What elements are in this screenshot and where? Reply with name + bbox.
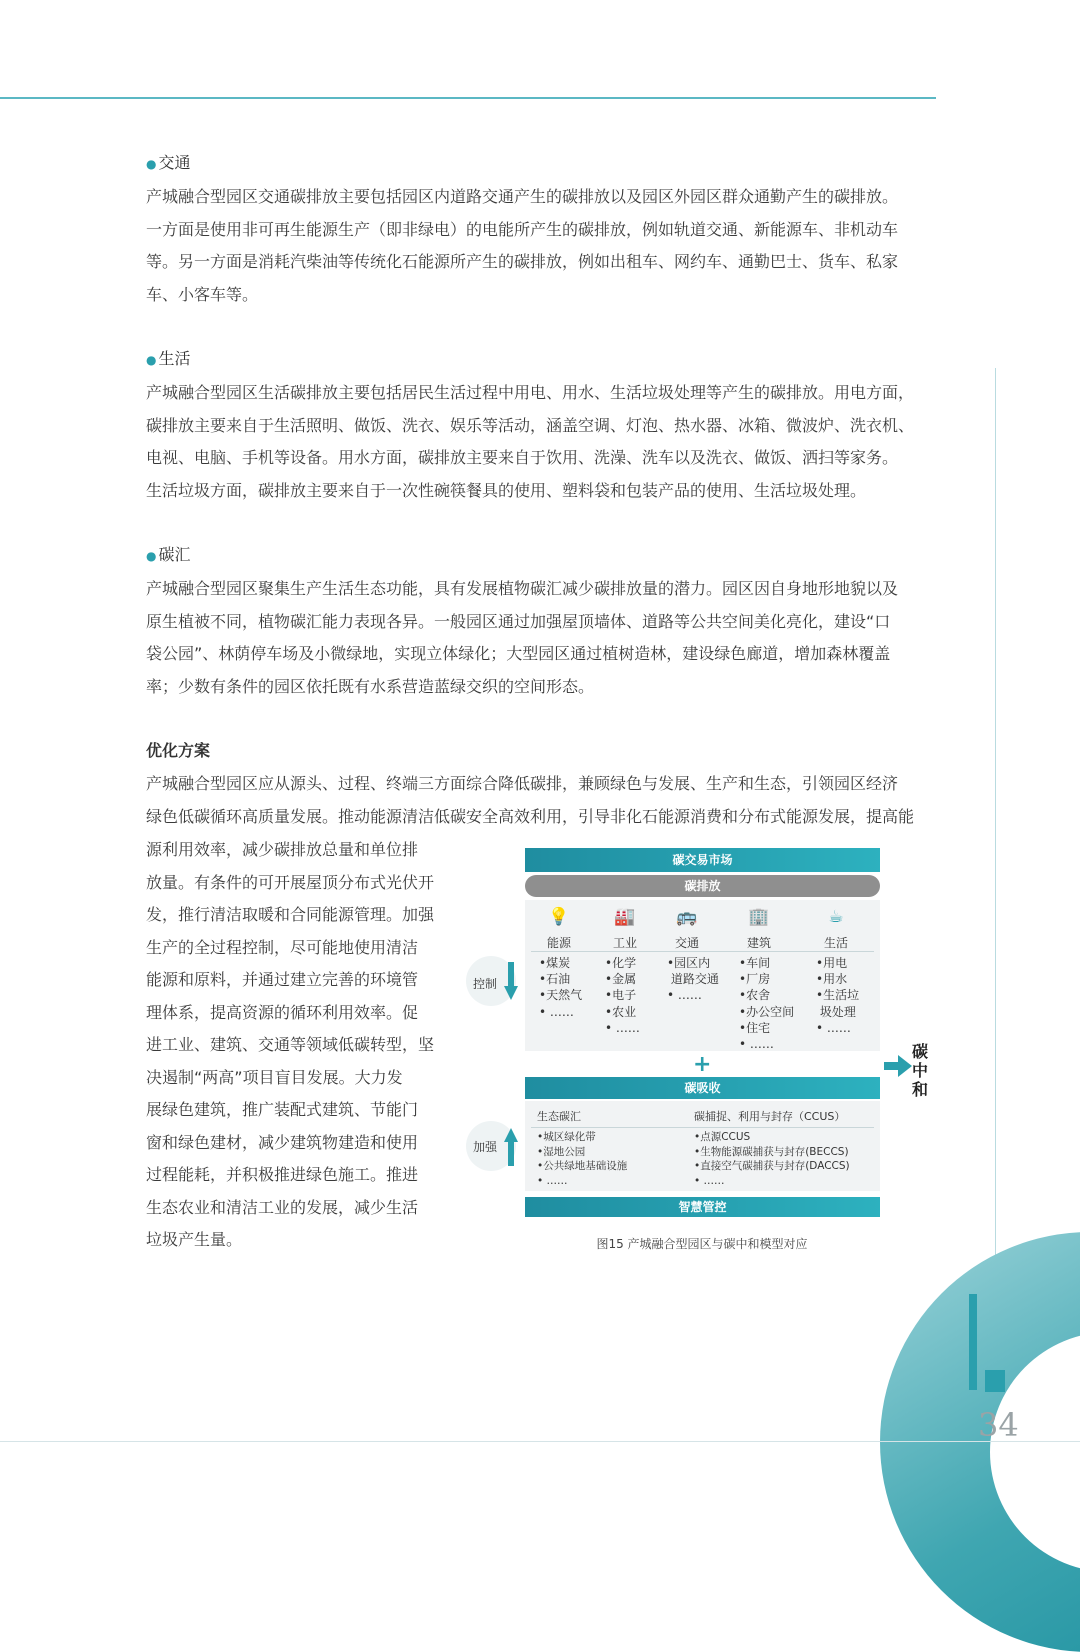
column-living — [802, 906, 870, 951]
plus-icon: + — [693, 1052, 712, 1077]
paragraph — [146, 377, 936, 507]
column-items: •化学 •金属 •电子 •农业 • …… — [605, 956, 640, 1035]
section-heading — [146, 152, 936, 175]
heading-text: 交通 — [158, 153, 191, 172]
text-line: 产城融合型园区聚集生产生活生态功能，具有发展植物碳汇减少碳排放量的潜力。园区因自身地形地貌以及 — [146, 579, 899, 598]
text-line: 展绿色建筑，推广装配式建筑、节能门 — [146, 1100, 419, 1119]
control-label: 控制 — [473, 977, 498, 991]
smart-control-bar: 智慧管控 — [525, 1197, 880, 1217]
text-line: 生产的全过程控制，尽可能地使用清洁 — [146, 937, 419, 957]
section-living — [146, 348, 936, 507]
text-line: 等。另一方面是消耗汽柴油等传统化石能源所产生的碳排放，例如出租车、网约车、通勤巴士、货车、私家 — [146, 252, 899, 271]
text-line: 垃圾产生量。 — [146, 1230, 243, 1249]
paragraph — [146, 768, 936, 833]
arrow-up-icon — [504, 1128, 518, 1166]
paragraph — [146, 573, 936, 703]
text-line: 生态农业和清洁工业的发展，减少生活 — [146, 1197, 419, 1217]
emission-panel — [525, 900, 880, 1051]
decorative-bar — [969, 1294, 977, 1390]
column-industry — [591, 906, 659, 951]
arrow-down-icon — [504, 962, 518, 1000]
bus-icon: 🚌 — [676, 907, 698, 927]
text-line: 袋公园”、林荫停车场及小微绿地，实现立体绿化；大型园区通过植树造林，建设绿色廊道，增加森林覆盖 — [146, 644, 891, 663]
paragraph-narrow — [146, 834, 438, 1257]
carbon-neutral-label: 碳中和 — [912, 1042, 929, 1099]
column-label: 交通 — [674, 936, 699, 950]
text-line: 一方面是使用非可再生能源生产（即非绿电）的电能所产生的碳排放，例如轨道交通、新能源车、非机动车 — [146, 219, 899, 239]
figure-caption: 图15 产城融合型园区与碳中和模型对应 — [596, 1237, 808, 1251]
divider — [531, 1127, 874, 1128]
heading-text: 碳汇 — [158, 545, 191, 564]
page-number: 34 — [978, 1406, 1019, 1444]
ccus-heading: 碳捕捉、利用与封存（CCUS） — [694, 1110, 846, 1123]
section-transport — [146, 152, 936, 311]
bullet-dot-icon: ● — [146, 549, 157, 563]
column-items: •车间 •厂房 •农舍 •办公空间 •住宅 • …… — [739, 956, 795, 1052]
text-line: 率；少数有条件的园区依托既有水系营造蓝绿交织的空间形态。 — [146, 676, 595, 696]
text-line: 决遏制“两高”项目盲目发展。大力发 — [146, 1067, 403, 1087]
decorative-square — [985, 1370, 1005, 1392]
arrow-right-icon — [884, 1055, 912, 1077]
margin-rule — [995, 368, 996, 1370]
paragraph — [146, 181, 936, 311]
text-line: 碳排放主要来自于生活照明、做饭、洗衣、娱乐等活动，涵盖空调、灯泡、热水器、冰箱、微波炉、洗衣机、 — [146, 415, 915, 435]
text-line: 产城融合型园区应从源头、过程、终端三方面综合降低碳排，兼顾绿色与发展、生产和生态，引领园区经济 — [146, 774, 899, 793]
heading-text: 生活 — [158, 349, 191, 368]
section-heading: 优化方案 — [146, 741, 211, 760]
building-icon: 🏢 — [748, 907, 770, 927]
text-line: 理体系，提高资源的循环利用效率。促 — [146, 1002, 419, 1022]
text-line: 车、小客车等。 — [146, 284, 259, 304]
text-line: 放量。有条件的可开展屋顶分布式光伏开 — [146, 872, 435, 892]
section-heading — [146, 544, 936, 567]
column-building — [725, 906, 793, 951]
carbon-market-bar: 碳交易市场 — [525, 848, 880, 872]
text-line: 进工业、建筑、交通等领域低碳转型，坚 — [146, 1035, 435, 1054]
factory-icon: 🏭 — [614, 907, 636, 927]
lightbulb-icon: 💡 — [548, 907, 570, 927]
text-line: 源利用效率，减少碳排放总量和单位排 — [146, 840, 419, 859]
carbon-absorption-bar: 碳吸收 — [525, 1077, 880, 1099]
text-line: 原生植被不同，植物碳汇能力表现各异。一般园区通过加强屋顶墙体、道路等公共空间美化亮化，建设“口 — [146, 611, 891, 631]
column-label: 建筑 — [746, 936, 771, 950]
eco-sink-heading: 生态碳汇 — [537, 1110, 581, 1123]
text-line: 生活垃圾方面，碳排放主要来自于一次性碗筷餐具的使用、塑料袋和包装产品的使用、生活垃圾处理。 — [146, 480, 867, 500]
column-label: 生活 — [823, 936, 848, 950]
text-line: 过程能耗，并积极推进绿色施工。推进 — [146, 1165, 419, 1184]
section-heading — [146, 348, 936, 371]
column-items: •煤炭 •石油 •天然气 • …… — [539, 956, 583, 1019]
column-label: 能源 — [546, 936, 571, 950]
column-items: •用电 •用水 •生活垃 圾处理 • …… — [816, 956, 860, 1035]
absorption-panel — [525, 1101, 880, 1191]
text-line: 绿色低碳循环高质量发展。推动能源清洁低碳安全高效利用，引导非化石能源消费和分布式能源发展，提高能 — [146, 806, 915, 826]
text-line: 能源和原料，并通过建立完善的环境管 — [146, 970, 419, 989]
section-optimization — [146, 740, 936, 833]
column-label: 工业 — [612, 936, 637, 950]
eco-sink-items: •城区绿化带 •湿地公园 •公共绿地基础设施 • …… — [537, 1131, 628, 1187]
ccus-items: •点源CCUS •生物能源碳捕获与封存(BECCS) •直接空气碳捕获与封存(DACCS) • …… — [694, 1131, 850, 1187]
text-line: 产城融合型园区交通碳排放主要包括园区内道路交通产生的碳排放以及园区外园区群众通勤产生的碳排放。 — [146, 187, 899, 206]
text-line: 窗和绿色建材，减少建筑物建造和使用 — [146, 1132, 419, 1152]
carbon-neutral-model-figure — [466, 846, 929, 1256]
cup-icon: ☕ — [828, 907, 844, 927]
carbon-emission-bar: 碳排放 — [525, 875, 880, 897]
bullet-dot-icon: ● — [146, 157, 157, 171]
column-items: •园区内 道路交通 • …… — [667, 956, 719, 1003]
divider — [531, 951, 874, 952]
text-line: 发，推行清洁取暖和合同能源管理。加强 — [146, 905, 435, 924]
header-rule — [0, 97, 936, 99]
text-line: 电视、电脑、手机等设备。用水方面，碳排放主要来自于饮用、洗澡、洗车以及洗衣、做饭、洒扫等家务。 — [146, 448, 899, 467]
column-transport — [653, 906, 721, 951]
footer-rule — [0, 1441, 1080, 1442]
bullet-dot-icon: ● — [146, 353, 157, 367]
column-energy — [525, 906, 593, 951]
section-carbon-sink — [146, 544, 936, 703]
text-line: 产城融合型园区生活碳排放主要包括居民生活过程中用电、用水、生活垃圾处理等产生的碳排放。用电方面， — [146, 383, 915, 402]
strengthen-label: 加强 — [473, 1140, 498, 1154]
